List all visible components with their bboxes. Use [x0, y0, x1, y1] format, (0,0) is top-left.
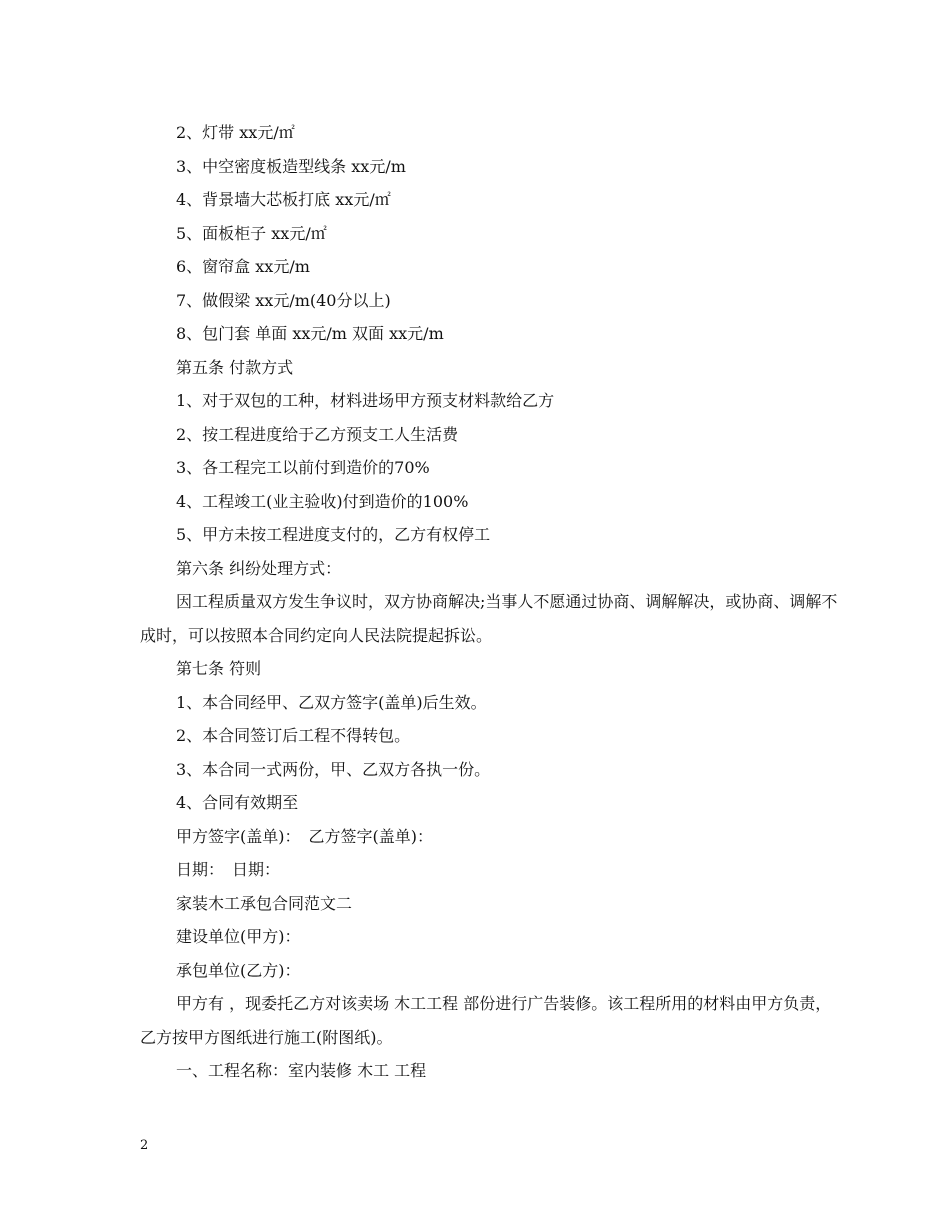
- date-line: 日期： 日期：: [176, 860, 281, 879]
- clause-item: 3、本合同一式两份，甲、乙双方各执一份。: [176, 759, 491, 779]
- clause-item: 4、工程竣工(业主验收)付到造价的100%: [176, 491, 469, 511]
- document-body: [140, 116, 840, 1088]
- clause-item: 5、甲方未按工程进度支付的，乙方有权停工: [176, 525, 491, 544]
- clause-item: 2、按工程进度给于乙方预支工人生活费: [176, 424, 459, 444]
- clause-item: 4、背景墙大芯板打底 xx元/㎡: [176, 190, 391, 209]
- clause-item: 4、合同有效期至: [176, 793, 299, 812]
- clause-item: 5、面板柜子 xx元/㎡: [176, 223, 327, 243]
- clause-item: 2、本合同签订后工程不得转包。: [176, 726, 411, 745]
- project-name-line: 一、工程名称：室内装修 木工 工程: [176, 1061, 427, 1080]
- clause-item: 3、中空密度板造型线条 xx元/m: [176, 156, 406, 176]
- section-heading: 第五条 付款方式: [176, 357, 294, 377]
- party-a-line: 建设单位(甲方)：: [176, 927, 301, 946]
- commission-paragraph: 甲方有 ，现委托乙方对该卖场 木工工程 部份进行广告装修。该工程所用的材料由甲方负责，乙方按甲方图纸进行施工(附图纸)。: [140, 994, 832, 1047]
- clause-item: 8、包门套 单面 xx元/m 双面 xx元/m: [176, 324, 444, 343]
- dispute-paragraph: 因工程质量双方发生争议时，双方协商解决;当事人不愿通过协商、调解解决，或协商、调解不成时，可以按照本合同约定向人民法院提起拆讼。: [140, 592, 838, 645]
- clause-item: 2、灯带 xx元/㎡: [176, 123, 295, 142]
- signature-line: 甲方签字(盖单)： 乙方签字(盖单)：: [176, 826, 433, 846]
- page-number: 2: [140, 1138, 149, 1153]
- document-subtitle: 家装木工承包合同范文二: [176, 893, 353, 913]
- clause-item: 1、对于双包的工种，材料进场甲方预支材料款给乙方: [176, 391, 555, 410]
- clause-item: 7、做假梁 xx元/m(40分以上): [176, 290, 391, 310]
- clause-item: 3、各工程完工以前付到造价的70%: [176, 458, 430, 477]
- party-b-line: 承包单位(乙方)：: [176, 960, 301, 980]
- clause-item: 6、窗帘盒 xx元/m: [176, 257, 310, 276]
- section-heading: 第七条 符则: [176, 659, 262, 678]
- clause-item: 1、本合同经甲、乙双方签字(盖单)后生效。: [176, 692, 487, 712]
- section-heading: 第六条 纠纷处理方式：: [176, 558, 342, 578]
